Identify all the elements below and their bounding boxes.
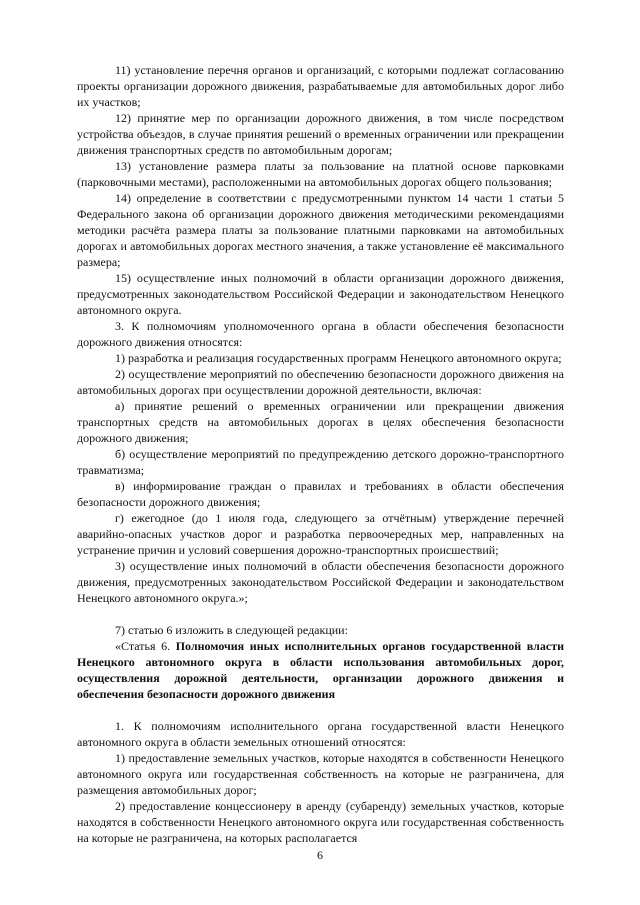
paragraph: 3) осуществление иных полномочий в области обеспечения безопасности дорожного движения, предусмотренных законодательством Российской Федерации и законодательством Ненецкого автономного округа.»; <box>77 559 564 605</box>
article-title: Полномочия иных исполнительных органов государственной власти Ненецкого автономного округа в области использования автомобильных дорог, осуществления дорожной деятельности, организации дорожного движения и обеспечения безопасности дорожного движения <box>77 639 564 701</box>
paragraph: 1. К полномочиям исполнительного органа государственной власти Ненецкого автономного округа в области земельных отношений относятся: <box>77 719 564 749</box>
paragraph: г) ежегодное (до 1 июля года, следующего за отчётным) утверждение перечней аварийно-опасных участков дорог и разработка первоочередных мер, направленных на устранение причин и условий совершения дорожно-транспортных происшествий; <box>77 511 564 557</box>
paragraph: а) принятие решений о временных ограничении или прекращении движения транспортных средств на автомобильных дорогах в целях обеспечения безопасности дорожного движения; <box>77 399 564 445</box>
spacer <box>77 606 564 622</box>
article-heading <box>77 638 564 702</box>
article-prefix: «Статья 6. <box>115 639 171 653</box>
paragraph: в) информирование граждан о правилах и требованиях в области обеспечения безопасности дорожного движения; <box>77 479 564 509</box>
paragraph: 12) принятие мер по организации дорожного движения, в том числе посредством устройства объездов, в случае принятия решений о временных ограничении или прекращении движения транспортных средств по автомобильным дорогам; <box>77 111 564 157</box>
paragraph: 1) предоставление земельных участков, которые находятся в собственности Ненецкого автономного округа или государственная собственность на которые не разграничена, для размещения автомобильных дорог; <box>77 751 564 797</box>
paragraph: 2) предоставление концессионеру в аренду (субаренду) земельных участков, которые находятся в собственности Ненецкого автономного округа или государственная собственность на которые не разграничена, на которых располагается <box>77 799 564 845</box>
paragraph: 3. К полномочиям уполномоченного органа в области обеспечения безопасности дорожного движения относятся: <box>77 319 564 349</box>
paragraph: б) осуществление мероприятий по предупреждению детского дорожно-транспортного травматизма; <box>77 447 564 477</box>
paragraph: 2) осуществление мероприятий по обеспечению безопасности дорожного движения на автомобильных дорогах при осуществлении дорожной деятельности, включая: <box>77 367 564 397</box>
article-body <box>77 718 564 846</box>
page-number: 6 <box>317 848 323 862</box>
paragraph: 15) осуществление иных полномочий в области организации дорожного движения, предусмотренных законодательством Российской Федерации и законодательством Ненецкого автономного округа. <box>77 271 564 317</box>
paragraph: 1) разработка и реализация государственных программ Ненецкого автономного округа; <box>115 351 562 365</box>
paragraph: 13) установление размера платы за пользование на платной основе парковками (парковочными местами), расположенными на автомобильных дорогах общего пользования; <box>77 159 564 189</box>
paragraph: 11) установление перечня органов и организаций, с которыми подлежат согласованию проекты организации дорожного движения, разрабатываемые для автомобильных дорог либо их участков; <box>77 63 564 109</box>
paragraph: 14) определение в соответствии с предусмотренными пунктом 14 части 1 статьи 5 Федерального закона об организации дорожного движения методическими рекомендациями методики расчёта размера платы за пользование платными парковками на автомобильных дорогах и автомобильных дорогах местного значения, а также установление её максимального размера; <box>77 191 564 269</box>
document-page <box>77 62 564 846</box>
amendment-intro: 7) статью 6 изложить в следующей редакции: <box>115 623 348 637</box>
spacer <box>77 702 564 718</box>
list-block-1 <box>77 62 564 606</box>
